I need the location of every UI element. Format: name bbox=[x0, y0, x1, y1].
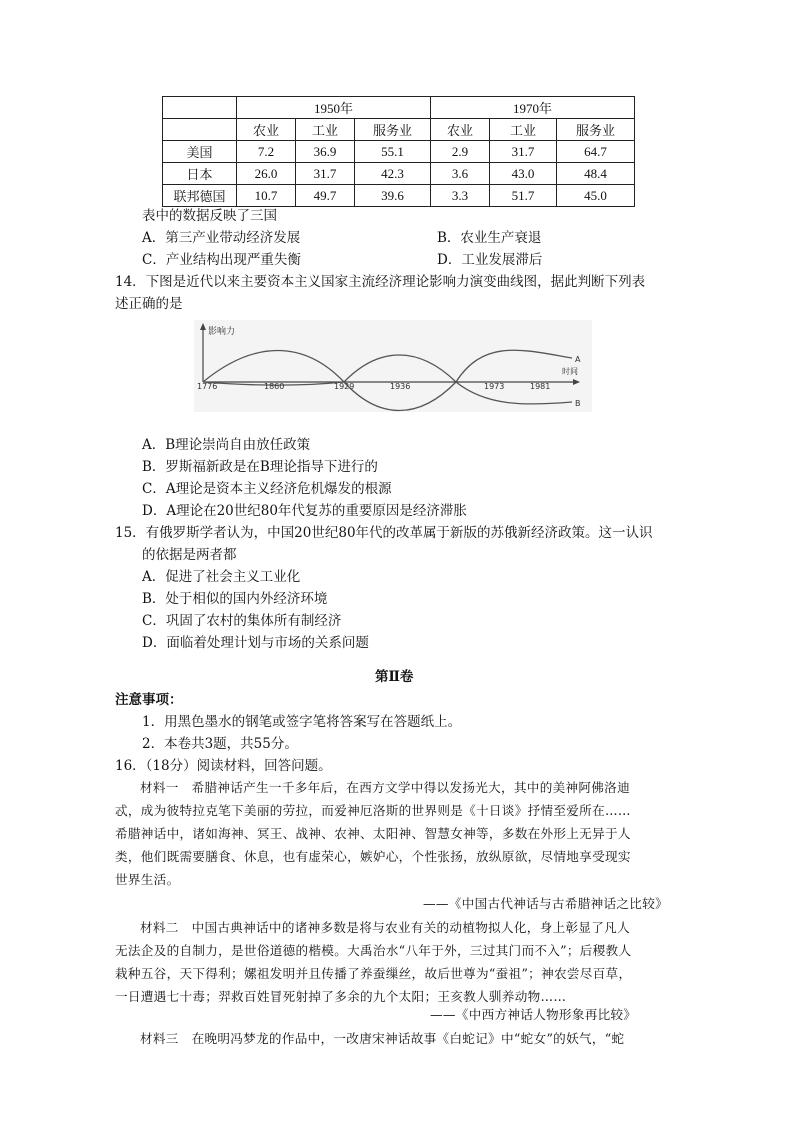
table-row bbox=[163, 141, 635, 163]
economy-structure-table bbox=[162, 96, 635, 207]
material-one-source: ——《中国古代神话与古希腊神话之比较》 bbox=[423, 896, 668, 911]
table-cell: 2.9 bbox=[431, 141, 490, 163]
q15-option-d[interactable]: D．面临着处理计划与市场的关系问题 bbox=[142, 635, 369, 651]
table-year-header: 1970年 bbox=[431, 97, 635, 119]
material-one-line: 类，他们既需要膳食、休息，也有虚荣心，嫉妒心，个性张扬，放纵原欲，尽情地享受现实 bbox=[115, 849, 631, 864]
table-cell: 3.6 bbox=[431, 163, 490, 185]
table-sector-row bbox=[163, 119, 635, 141]
part-two-title: 第Ⅱ卷 bbox=[375, 669, 414, 685]
table-sector-header: 农业 bbox=[237, 119, 296, 141]
x-axis-label: 时间 bbox=[562, 367, 578, 376]
q14-option-b[interactable]: B．罗斯福新政是在B理论指导下进行的 bbox=[142, 459, 378, 475]
table-cell: 64.7 bbox=[557, 141, 635, 163]
table-cell: 42.3 bbox=[355, 163, 431, 185]
year-tick: 1929 bbox=[334, 382, 355, 391]
material-two-line: 一日遭遇七十毒；羿救百姓冒死射掉了多余的九个太阳；王亥教人驯养动物…… bbox=[115, 989, 567, 1004]
q15-option-a[interactable]: A．促进了社会主义工业化 bbox=[142, 569, 301, 585]
q14-option-a[interactable]: A．B理论崇尚自由放任政策 bbox=[142, 437, 311, 453]
table-sector-header: 农业 bbox=[431, 119, 490, 141]
year-tick: 1860 bbox=[264, 382, 285, 391]
q14-option-c[interactable]: C．A理论是资本主义经济危机爆发的根源 bbox=[142, 481, 392, 497]
table-sector-header: 服务业 bbox=[557, 119, 635, 141]
table-cell: 3.3 bbox=[431, 185, 490, 207]
material-two-line: 栽种五谷，天下得利；嫘祖发明并且传播了养蚕缫丝，故后世尊为“蚕祖”；神农尝尽百草， bbox=[115, 966, 632, 981]
table-cell: 48.4 bbox=[557, 163, 635, 185]
material-two-line: 材料二 中国古典神话中的诸神多数是将与农业有关的动植物拟人化，身上彰显了凡人 bbox=[140, 920, 630, 935]
table-cell: 26.0 bbox=[237, 163, 296, 185]
table-cell: 39.6 bbox=[355, 185, 431, 207]
y-axis-label: 影响力 bbox=[208, 327, 236, 337]
material-one-line: 世界生活。 bbox=[115, 872, 180, 887]
table-sector-header: 服务业 bbox=[355, 119, 431, 141]
curve-a-label: A bbox=[575, 355, 581, 364]
table-cell: 7.2 bbox=[237, 141, 296, 163]
table-country-cell: 联邦德国 bbox=[163, 185, 237, 207]
table-cell: 49.7 bbox=[296, 185, 355, 207]
q13-option-d[interactable]: D．工业发展滞后 bbox=[437, 252, 543, 268]
table-cell: 55.1 bbox=[355, 141, 431, 163]
table-cell: 36.9 bbox=[296, 141, 355, 163]
q15-option-c[interactable]: C．巩固了农村的集体所有制经济 bbox=[142, 613, 342, 629]
table-cell: 45.0 bbox=[557, 185, 635, 207]
q14-stem-line1: 14．下图是近代以来主要资本主义国家主流经济理论影响力演变曲线图，据此判断下列表 bbox=[115, 274, 646, 290]
table-row bbox=[163, 163, 635, 185]
curve-b-label: B bbox=[575, 399, 581, 408]
table-header-row bbox=[163, 97, 635, 119]
q15-stem-line2: 的依据是两者都 bbox=[142, 547, 237, 563]
table-country-cell: 美国 bbox=[163, 141, 237, 163]
year-tick: 1776 bbox=[197, 382, 218, 391]
figure-background bbox=[194, 320, 592, 412]
q13-option-a[interactable]: A．第三产业带动经济发展 bbox=[142, 230, 301, 246]
q15-stem-line1: 15．有俄罗斯学者认为，中国20世纪80年代的改革属于新版的苏俄新经济政策。这一认识 bbox=[115, 525, 653, 541]
table-country-cell: 日本 bbox=[163, 163, 237, 185]
material-three-line: 材料三 在晚明冯梦龙的作品中，一改唐宋神话故事《白蛇记》中“蛇女”的妖气，“蛇 bbox=[140, 1031, 625, 1046]
q15-option-b[interactable]: B．处于相似的国内外经济环境 bbox=[142, 591, 328, 607]
year-tick: 1981 bbox=[530, 382, 551, 391]
notice-item: 2．本卷共3题，共55分。 bbox=[142, 736, 298, 752]
table-year-header: 1950年 bbox=[237, 97, 431, 119]
table-sector-header: 工业 bbox=[296, 119, 355, 141]
table-cell: 31.7 bbox=[490, 141, 557, 163]
year-tick: 1973 bbox=[484, 382, 505, 391]
theory-influence-figure bbox=[194, 320, 592, 412]
table-corner-cell bbox=[163, 97, 237, 119]
table-cell: 10.7 bbox=[237, 185, 296, 207]
material-one-line: 材料一 希腊神话产生一千多年后，在西方文学中得以发扬光大，其中的美神阿佛洛迪 bbox=[140, 780, 630, 795]
table-sector-header: 工业 bbox=[490, 119, 557, 141]
material-one-line: 希腊神话中，诸如海神、冥王、战神、农神、太阳神、智慧女神等，多数在外形上无异于人 bbox=[115, 826, 631, 841]
q13-stem: 表中的数据反映了三国 bbox=[142, 208, 277, 224]
table-cell: 31.7 bbox=[296, 163, 355, 185]
q13-option-c[interactable]: C．产业结构出现严重失衡 bbox=[142, 252, 301, 268]
table-corner-cell bbox=[163, 119, 237, 141]
notice-title: 注意事项： bbox=[115, 692, 183, 708]
q14-option-d[interactable]: D．A理论在20世纪80年代复苏的重要原因是经济滞胀 bbox=[142, 503, 467, 519]
notice-item: 1．用黑色墨水的钢笔或签字笔将答案写在答题纸上。 bbox=[142, 714, 462, 730]
material-two-source: ——《中西方神话人物形象再比较》 bbox=[430, 1007, 637, 1022]
material-one-line: 忒，成为彼特拉克笔下美丽的劳拉，而爱神厄洛斯的世界则是《十日谈》抒情至爱所在…… bbox=[115, 803, 631, 818]
q16-stem: 16．（18分）阅读材料，回答问题。 bbox=[115, 758, 332, 774]
material-two-line: 无法企及的自制力，是世俗道德的楷模。大禹治水“八年于外，三过其门而不入”；后稷教人 bbox=[115, 943, 632, 958]
q14-stem-line2: 述正确的是 bbox=[115, 296, 183, 312]
table-cell: 43.0 bbox=[490, 163, 557, 185]
q13-option-b[interactable]: B．农业生产衰退 bbox=[437, 230, 542, 246]
year-tick: 1936 bbox=[390, 382, 411, 391]
table-cell: 51.7 bbox=[490, 185, 557, 207]
